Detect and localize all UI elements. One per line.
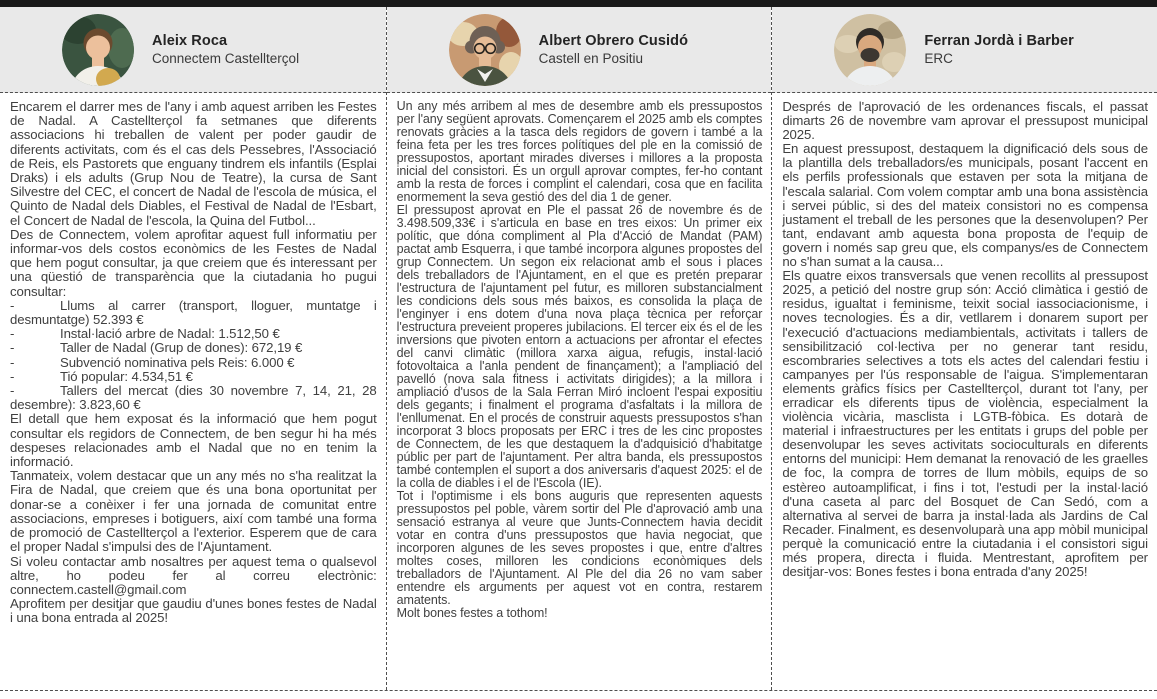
cost-list-text: Subvenció nominativa pels Reis: 6.000 € [60, 354, 295, 370]
author-header-erc [772, 7, 1157, 93]
author-header-connectem [0, 7, 386, 93]
cost-list-item [10, 299, 377, 327]
avatar-beard [861, 48, 880, 62]
author-photo-ferran-jorda [834, 14, 906, 86]
cost-list-item [10, 384, 377, 412]
para-fira: Tanmateix, volem destacar que un any més no s'ha realitzat la Fira de Nadal, que creiem que és una bona oportunitat per donar-se a conèixer i fer una jornada de comunitat entre associacions, empreses i botiguers, així com també una forma de promoció de Castellterçol a l'exterior. Esperem que de cara el proper Nadal s'impulsi des de l'Ajuntament. [10, 468, 377, 555]
cost-list-item [10, 370, 377, 384]
cost-list-item [10, 341, 377, 355]
top-accent-bar [0, 0, 1157, 7]
list-marker: - [10, 354, 15, 370]
cost-list-text: Tallers del mercat (dies 30 novembre 7, 14, 21, 28 desembre): 3.823,60 € [10, 383, 377, 413]
para-wishes: Aprofitem per desitjar que gaudiu d'unes bones festes de Nadal i una bona entrada al 2025! [10, 596, 377, 626]
list-marker: - [10, 340, 15, 356]
para-vote: Tot i l'optimisme i els bons auguris que representen aquests pressupostos pel poble, vàrem sortir del Ple d'aprovació amb una sensació estranya al veure que Junts-Connectem havia decidit votar en contra d'uns pressupostos que havia negociat, que incorporen algunes de les seves propostes i que, entre d'altres moltes coses, milloren les condicions econòmiques dels treballadors de l'Ajuntament. Al Ple del dia 26 no vam saber entendre els arguments per aquest vot en contra, restarem amatents. [396, 489, 763, 607]
para-contact-email: Si voleu contactar amb nosaltres per aquest tema o qualsevol altre, ho podeu fer al correu electrònic: connectem.castell@gmail.com [10, 553, 377, 597]
list-marker: - [10, 368, 15, 384]
cost-list-item [10, 327, 377, 341]
list-marker: - [10, 326, 15, 342]
author-name: Aleix Roca [152, 33, 228, 49]
cost-list-text: Taller de Nadal (Grup de dones): 672,19 € [60, 340, 303, 356]
column-castell-en-positiu [386, 7, 772, 690]
author-photo-albert-obrero [449, 14, 521, 86]
para-detail: El detall que hem exposat és la informació que hem pogut consultar els regidors de Connectem, de ben segur hi ha més despeses relacionades amb el Nadal que no en tenim la informació. [10, 411, 377, 470]
column-erc [771, 7, 1157, 690]
para-intro: Encarem el darrer mes de l'any i amb aquest arriben les Festes de Nadal. A Castellterçol fa setmanes que diferents associacions hi treballen de valent per poder gaudir de diferents activitats, com és el cas dels Pessebres, l'Associació de Reis, els Pastorets que enguany tindrem els infantils (Esplai Draks) i els adults (Grup Nou de Teatre), la cursa de Sant Silvestre del CEC, el concert de Nadal de l'escola de música, el Quinto de Nadal dels Diables, el Festival de Nadal de l'Esbart, el Concert de Nadal de l'escola, la Quina del Futbol... [10, 99, 377, 228]
column-body-connectem [0, 93, 386, 690]
cost-list-item [10, 356, 377, 370]
author-name: Albert Obrero Cusidó [538, 33, 689, 49]
list-marker: - [10, 383, 15, 399]
author-meta [539, 33, 688, 66]
bottom-divider [0, 690, 1157, 691]
author-photo-aleix-roca [62, 14, 134, 86]
avatar-backdrop-shape [882, 52, 906, 72]
para-costs-intro: Des de Connectem, volem aprofitar aquest full informatiu per informar-vos dels costos econòmics de les Festes de Nadal que hem pogut consultar, ja que creiem que és interessant per una qüestió de transparència que la ciutadania ho pugui consultar: [10, 226, 377, 299]
author-group: Connectem Castellterçol [152, 51, 300, 66]
para-budget: El pressupost aprovat en Ple el passat 26 de novembre és de 3.498.509,33€ i s'articula en base en tres eixos: Un primer eix polític, que dóna compliment al Pla d'Acció de Mandat (PAM) pactat amb Esquerra, i que també incorpora algunes propostes del grup Connectem. Un segon eix relacionat amb el sous i places dels treballadors de l'Ajuntament, en el que es pretén preparar l'estructura de l'ajuntament pel futur, es milloren substancialment les condicions dels sous més baixos, es consolida la plaça de l'enginyer i ens dotem d'una nova plaça tècnica per reforçar l'estructura preveient properes jubilacions. El tercer eix és el de les inversions que pivoten entorn a actuacions per afrontar el efectes del canvi climàtic (millora xarxa aigua, refugis, instal·lació fotovoltaica a l'anla pendent de finançament); a l'ampliació del pavelló (nova sala fitness i activitats dirigides); a la millora i ampliació d'usos de la Sala Ferran Miró incloent l'espai expositiu dels gegants; i finalment el programa d'asfaltats i la millora de l'enllumenat. En el procés de construir aquests pressupostos s'han incorporat 3 blocs proposats per ERC i tres de les cinc propostes de Connectem, de les que destaquem la d'adquisició d'habitatge públic per part de l'ajuntament. Per altra banda, els pressupostos també contemplen el suport a dos aniversaris d'aquest 2025: el de la colla de diables i el de l'Escola (IE). [396, 203, 763, 490]
author-meta [924, 33, 1074, 66]
avatar-face [86, 35, 110, 59]
column-body-erc [772, 93, 1157, 690]
author-meta [152, 33, 299, 66]
para-sous: En aquest pressupost, destaquem la dignificació dels sous de la plantilla dels treballadors/es municipals, posant l'accent en els perfils professionals que estaven per sota la mitjana de l'escala salarial. Com volem comptar amb una bona assistència i servei públic, si des del mateix consistori no es compensa justament el treball de les persones que la desenvolupen? Per tant, endavant amb aquesta bona proposta de l'equip de govern i només sap greu que, els companys/es de Connectem no s'han sumat a la causa... [782, 141, 1148, 270]
author-header-castell-en-positiu [387, 7, 772, 93]
cost-list-text: Tió popular: 4.534,51 € [60, 368, 193, 384]
column-connectem [0, 7, 386, 690]
cost-list-text: Llums al carrer (transport, lloguer, muntatge i desmuntatge) 52.393 € [10, 297, 377, 328]
avatar-glasses-bridge [483, 47, 486, 48]
para-fiscal: Després de l'aprovació de les ordenances fiscals, el passat dimarts 26 de novembre vam aprovar el pressupost municipal 2025. [782, 99, 1148, 143]
author-group: Castell en Positiu [538, 51, 643, 66]
list-marker: - [10, 297, 15, 313]
para-wishes: Molt bones festes a tothom! [396, 606, 548, 620]
column-body-castell-en-positiu [387, 93, 772, 690]
author-group: ERC [924, 51, 953, 66]
party-columns [0, 7, 1157, 690]
para-intro: Un any més arribem al mes de desembre amb els pressupostos per l'any següent aprovats. Començarem el 2025 amb els comptes renovats gràcies a la tasca dels regidors de govern i també a la feina feta per les tres forces polítiques del ple en la comissió de pressupostos, aportant mirades diverses i millores a la proposta inicial del consistori. És un orgull aprovar comptes, fer-ho contant amb la resta de forces i complint el calendari, cosa que en facilita enormement la seva gestió des del dia 1 de gener. [396, 99, 763, 204]
para-eixos: Els quatre eixos transversals que venen recollits al pressupost 2025, a petició del nostre grup són: Acció climàtica i gestió de residus, igualtat i feminisme, teixit social iassociacionisme, i noves tecnologies. És a dir, vetllarem i donarem suport per l'execució d'actuacions mediambientals, activitats i tallers de sensibilització col·lectiva per no generar tant residu, escombraries selectives a tots els actes del calendari festiu i campanyes per l'ús responsable de l'aigua. S'implementaran elements gràfics físics per Castellterçol, durant tot l'any, per erradicar els diferents tipus de violència, especialment la violència vicària, masclista i LGTB-fòbica. Es dotarà de material i infraestructures per les entitats i grups del poble per desenvolupar les seves activitats socioculturals en diferents entorns del municipi: Hem demanat la renovació de les graelles de foc, la compra de torres de llum mòbils, equips de so estèreo autoamplificat, i fins i tot, l'estudi per la instal·lació d'una caseta al parc del Bosquet de Can Sedó, com a alternativa al servei de barra ja instal·lada als Jardins de Cal Recader. Finalment, es desenvoluparà una app mòbil municipal perquè la comunicació entre la ciutadania i el consistori sigui més propera, directa i fluida. Mentrestant, aprofitem per desitjar-vos: Bones festes i bona entrada d'any 2025! [782, 268, 1148, 580]
cost-list-text: Instal·lació arbre de Nadal: 1.512,50 € [60, 326, 280, 342]
author-name: Ferran Jordà i Barber [924, 33, 1074, 49]
